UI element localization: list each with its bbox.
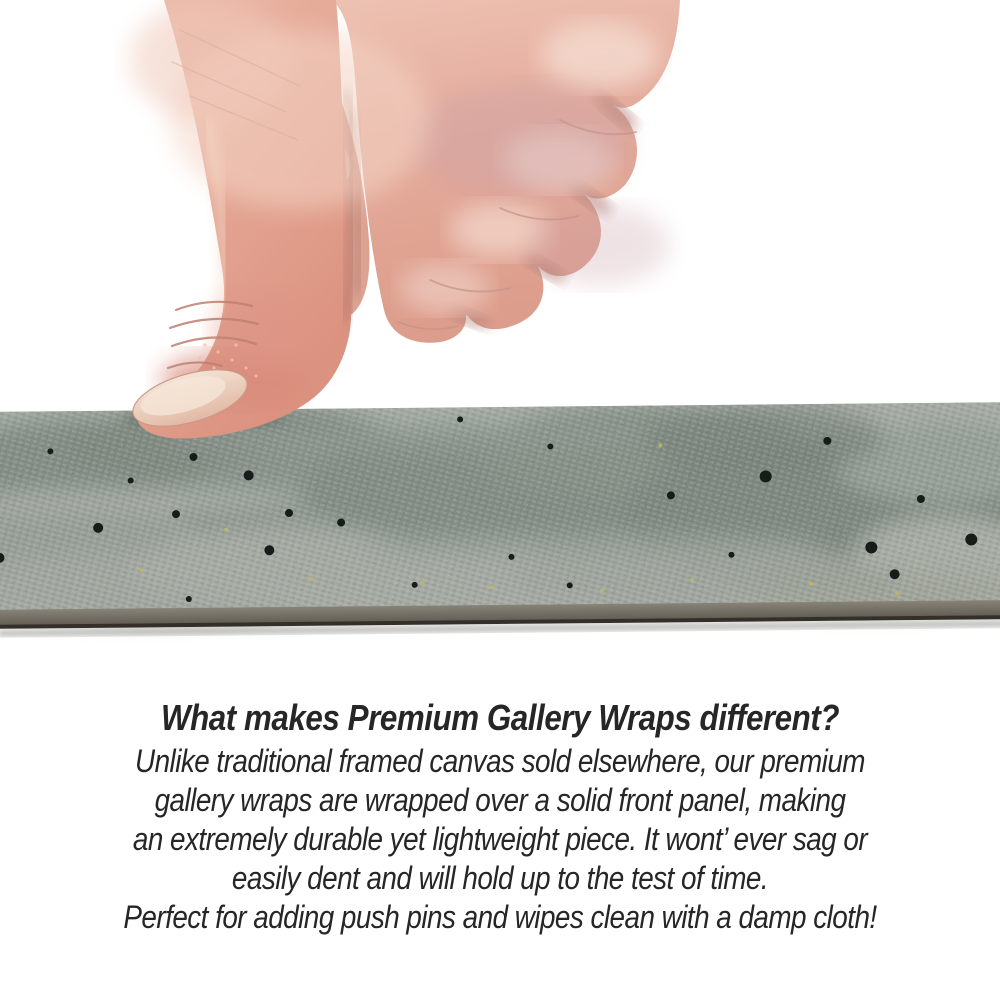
caption-line: Unlike traditional framed canvas sold elsewhere, our premium [134,743,865,779]
caption-line: Perfect for adding push pins and wipes clean with a damp cloth! [123,899,877,935]
caption-line: an extremely durable yet lightweight piece. It wont’ ever sag or [132,821,868,857]
caption [65,696,935,937]
caption-line: easily dent and will hold up to the test of time. [231,860,769,896]
caption-heading: What makes Premium Gallery Wraps different? [160,697,840,738]
caption-line: gallery wraps are wrapped over a solid front panel, making [154,782,846,818]
hand-pressing-photo [0,0,720,452]
